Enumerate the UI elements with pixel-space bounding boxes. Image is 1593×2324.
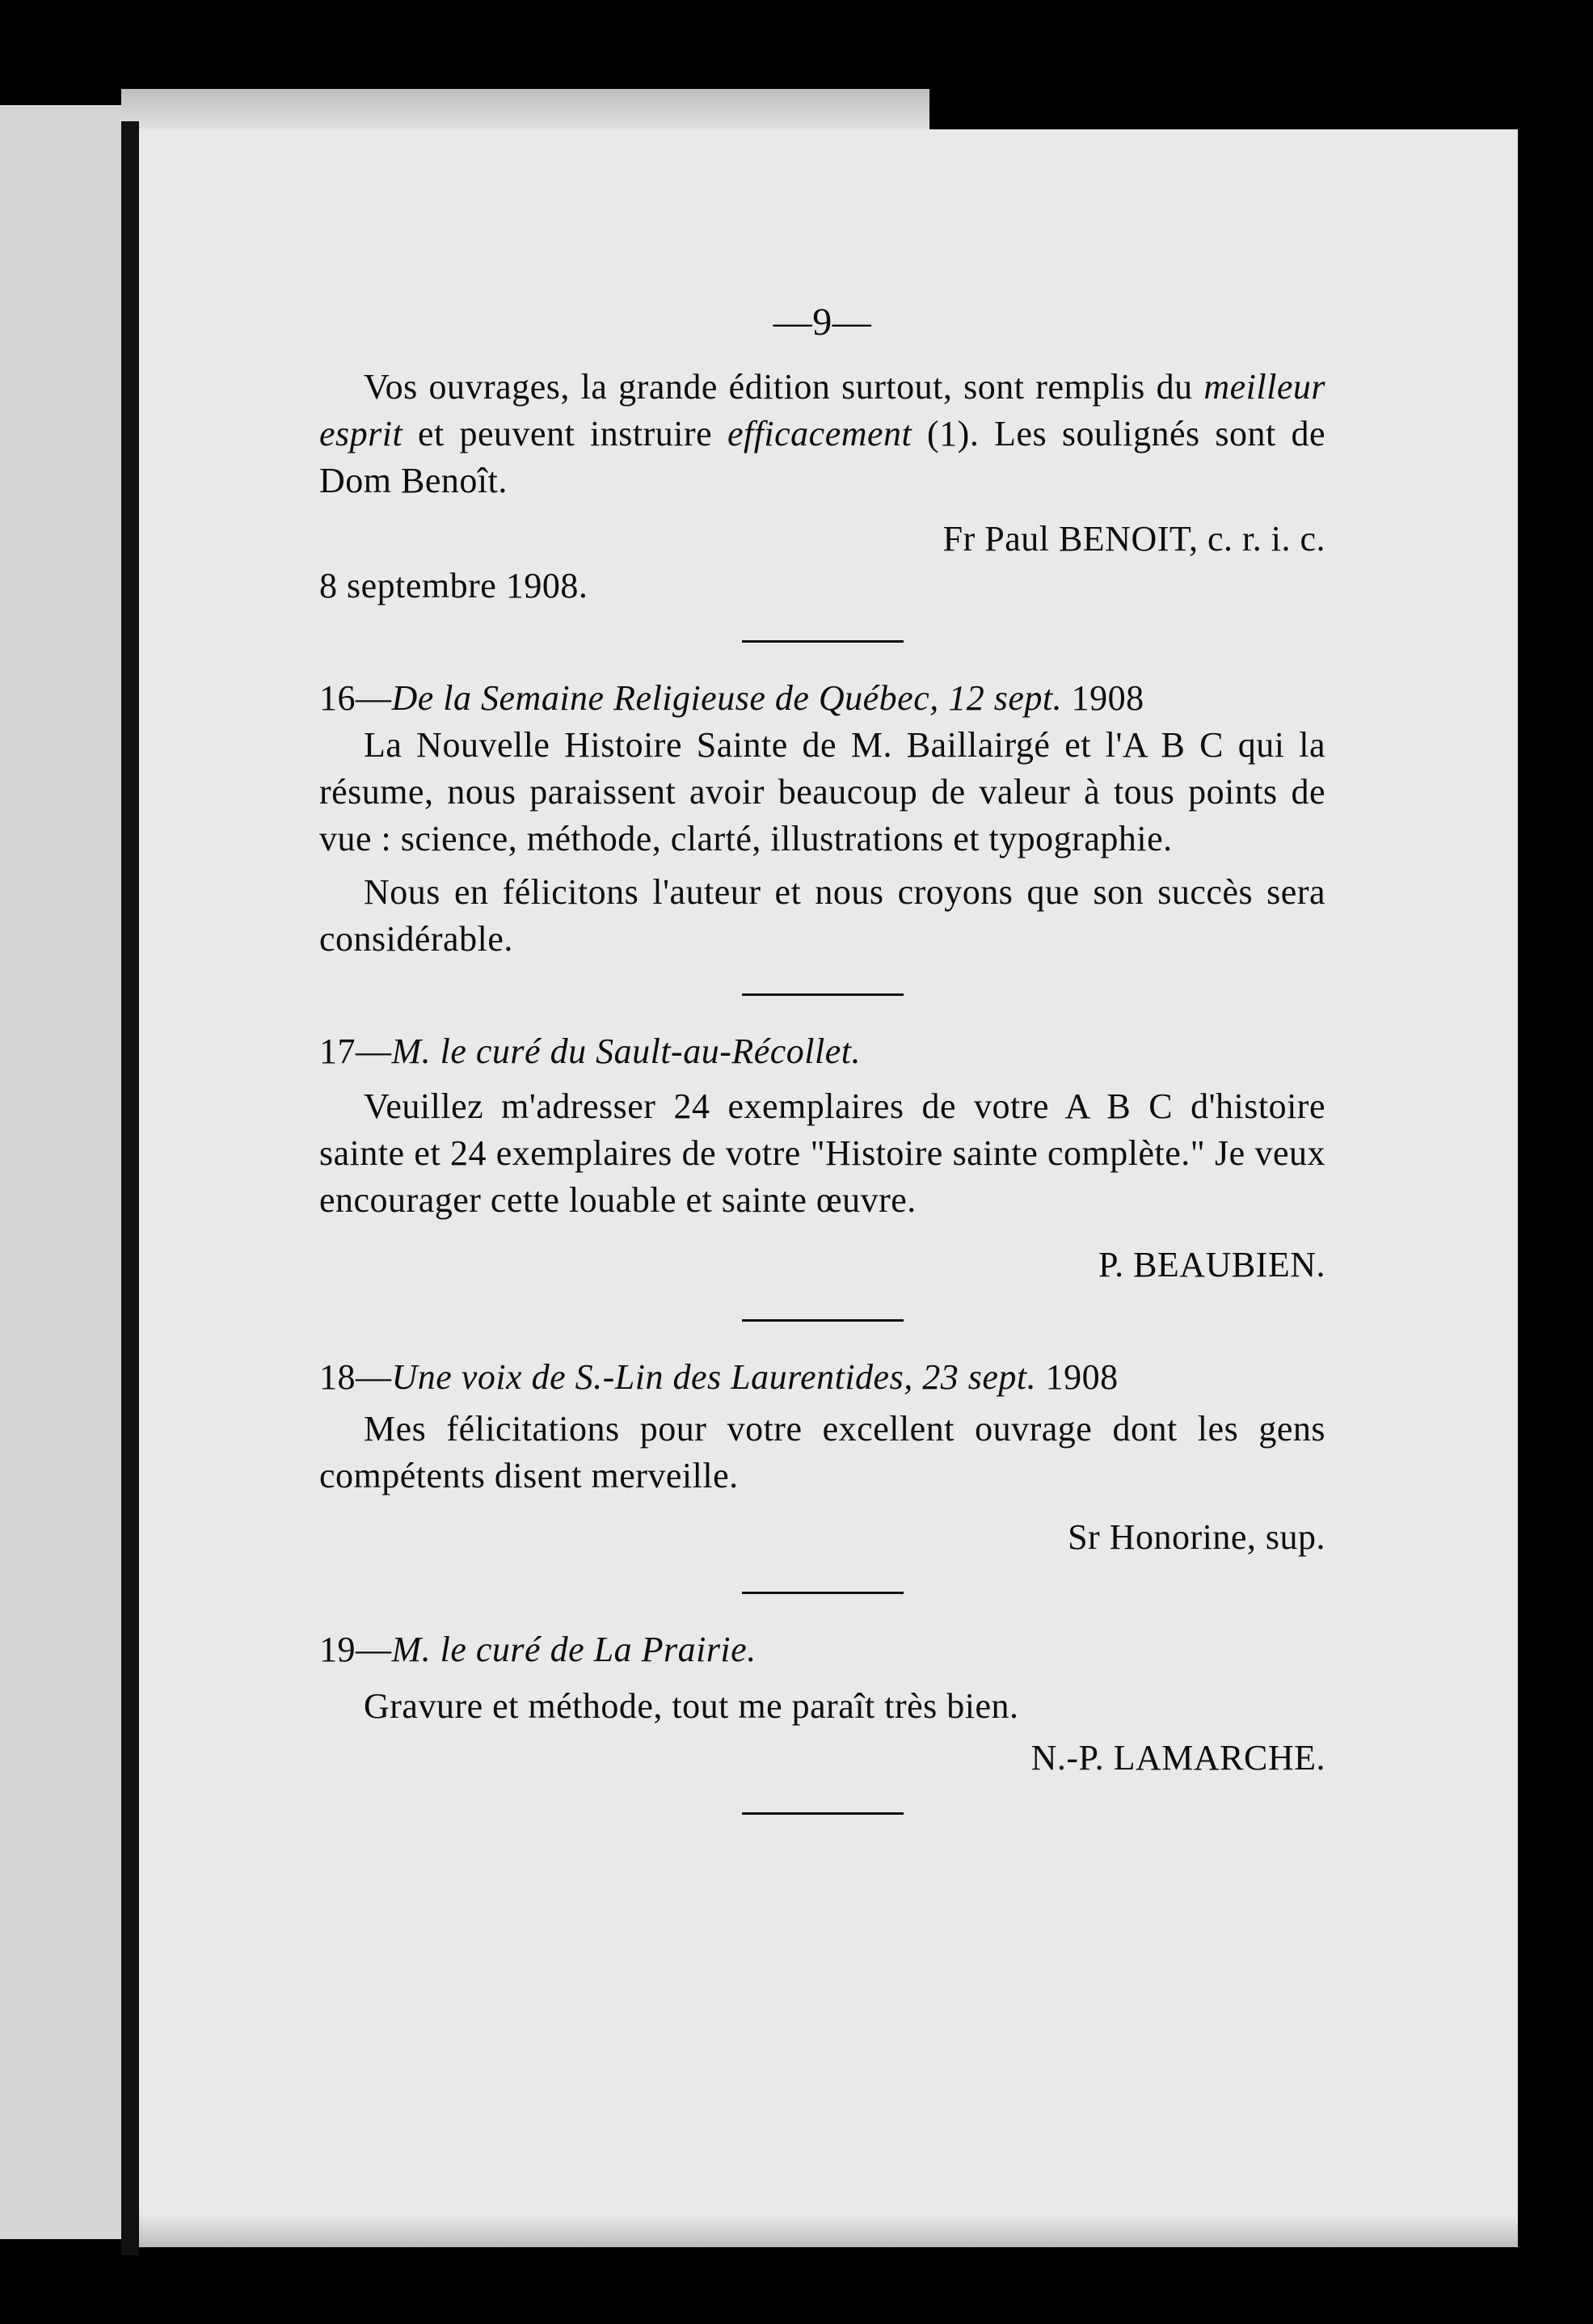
entry-16-year: 1908 [1062, 678, 1144, 718]
intro-text-e: (1). Les soulignés sont de Dom Benoît. [319, 414, 1325, 500]
page-bottom-shadow [121, 2215, 1518, 2247]
entry-19-signature: N.-P. LAMARCHE. [1030, 1738, 1325, 1778]
entry-16-heading [319, 675, 1325, 722]
entry-18-heading [319, 1354, 1325, 1401]
entry-17-signature: P. BEAUBIEN. [1098, 1245, 1325, 1284]
entry-19-heading [319, 1626, 1325, 1673]
binding-line [121, 121, 139, 2255]
separator-rule [742, 1812, 904, 1815]
intro-date: 8 septembre 1908. [319, 566, 588, 605]
page-number: —9— [773, 301, 872, 344]
entry-18-paragraph: Mes félicitations pour votre excellent ouvrage dont les gens compétents disent merveille. [319, 1409, 1325, 1495]
separator-rule [742, 640, 904, 643]
entry-17-number: 17— [319, 1031, 392, 1071]
entry-19-source: M. le curé de La Prairie. [391, 1630, 756, 1669]
entry-17-paragraph: Veuillez m'adresser 24 exemplaires de votre A B C d'histoire sainte et 24 exemplaires de votre "Histoire sainte complète." Je veux encourager cette louable et sainte œuvre. [319, 1086, 1325, 1220]
intro-signature: Fr Paul BENOIT, c. r. i. c. [942, 519, 1325, 559]
entry-18-source: Une voix de S.-Lin des Laurentides, 23 sept. [391, 1357, 1037, 1397]
intro-text-a: Vos ouvrages, la grande édition surtout, sont remplis du [364, 367, 1204, 407]
entry-19-paragraph: Gravure et méthode, tout me paraît très bien. [364, 1686, 1019, 1726]
entry-16-paragraph-1: La Nouvelle Histoire Sainte de M. Baillairgé et l'A B C qui la résume, nous paraissent avoir beaucoup de valeur à tous points de vue : science, méthode, clarté, illustrations et typographie. [319, 725, 1325, 858]
page-text [319, 299, 1325, 1847]
entry-17-source: M. le curé du Sault-au-Récollet. [391, 1031, 861, 1071]
entry-16-number: 16— [319, 678, 392, 718]
intro-emphasis-2: efficacement [727, 414, 912, 453]
entry-18-number: 18— [319, 1357, 392, 1397]
separator-rule [742, 1592, 904, 1594]
entry-17-heading [319, 1028, 1325, 1075]
separator-rule [742, 993, 904, 996]
entry-18-year: 1908 [1036, 1357, 1119, 1397]
intro-emphasis-1: meilleur esprit [319, 367, 1325, 453]
entry-16-paragraph-2: Nous en félicitons l'auteur et nous croyons que son succès sera considérable. [319, 872, 1325, 959]
entry-19-number: 19— [319, 1630, 392, 1669]
intro-text-c: et peuvent instruire [402, 414, 727, 453]
left-page-edge [0, 105, 121, 2239]
entry-16-source: De la Semaine Religieuse de Québec, 12 sept. [391, 678, 1063, 718]
entry-18-signature: Sr Honorine, sup. [1068, 1517, 1325, 1557]
intro-paragraph [319, 364, 1325, 504]
separator-rule [742, 1319, 904, 1322]
